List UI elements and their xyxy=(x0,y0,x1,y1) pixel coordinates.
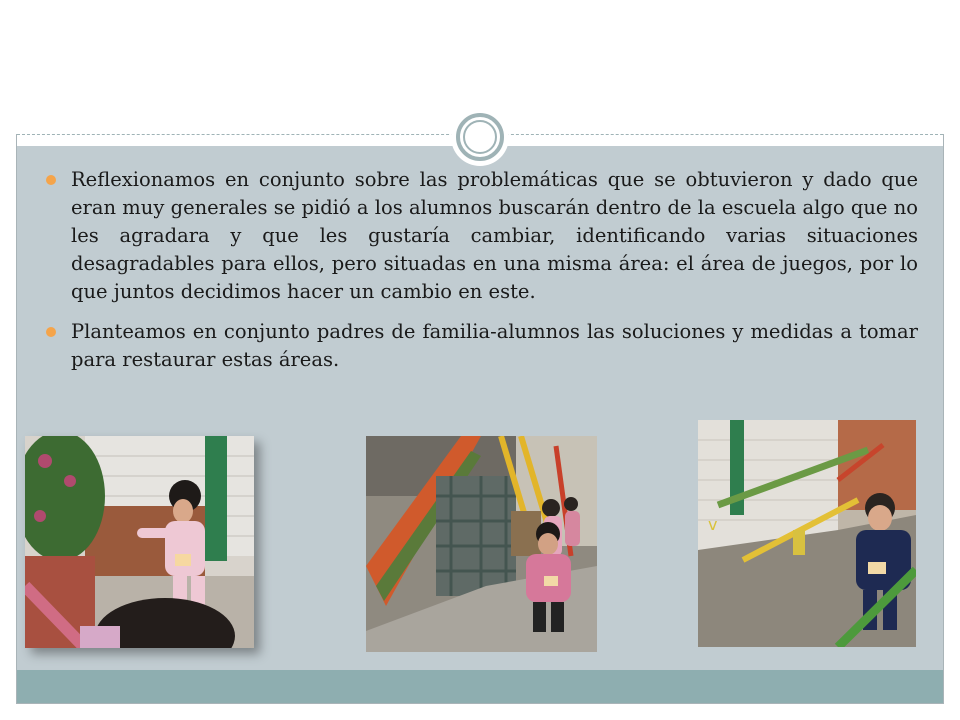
bullet-list xyxy=(44,166,918,386)
photo-boy-by-seesaws xyxy=(698,420,916,647)
bullet-dot-icon xyxy=(46,175,56,185)
bullet-dot-icon xyxy=(46,327,56,337)
footer-bar xyxy=(17,670,943,703)
photo-girl-by-brick-wall xyxy=(25,436,254,648)
svg-text:v: v xyxy=(708,515,718,534)
bullet-item xyxy=(44,166,918,306)
photo-boy-by-slide-and-chairs xyxy=(366,436,597,652)
bullet-text: Reflexionamos en conjunto sobre las problemáticas que se obtuvieron y dado que eran muy generales se pidió a los alumnos buscarán dentro de la escuela algo que no les agradara y que les gustaría cambiar, identificando varias situaciones desagradables para ellos, pero situadas en una misma área: el área de juegos, por lo que juntos decidimos hacer un cambio en este. xyxy=(71,168,918,303)
bullet-text: Planteamos en conjunto padres de familia-alumnos las soluciones y medidas a tomar para restaurar estas áreas. xyxy=(71,320,918,371)
bullet-item xyxy=(44,318,918,374)
divider-circle-inner xyxy=(463,120,497,154)
